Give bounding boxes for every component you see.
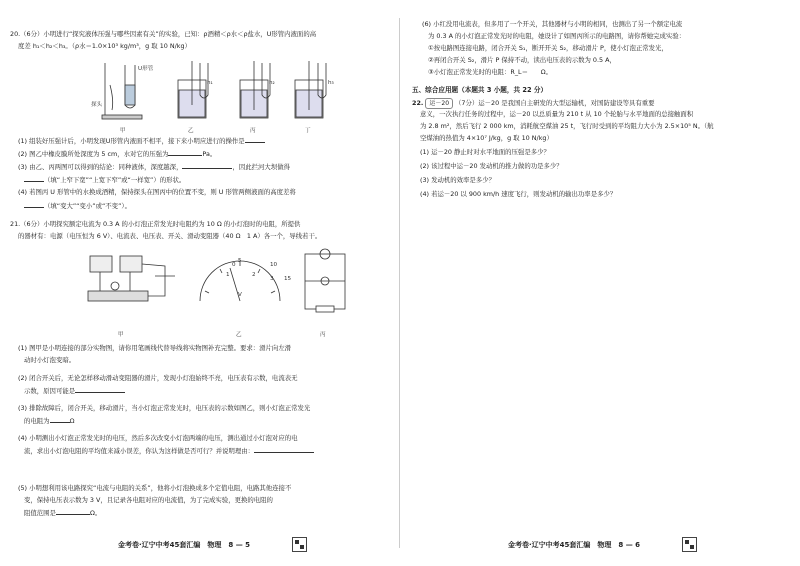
- q22-line-3: 为 2.8 m²，然后飞行 2 000 km，消耗航空煤油 25 t，飞行时受到的平均阻力大小为 2.5×10⁵ N。（航: [420, 122, 714, 130]
- q21-line-1: 21.（6分）小明探究额定电流为 0.3 A 的小灯泡正常发光时电阻约为 10 Ω 的小灯泡时的电阻，所提供: [10, 220, 301, 228]
- qr-code-icon-right: [682, 537, 697, 552]
- q21-part6-step-2: ②再闭合开关 S₂，滑片 P 保持不动，读出电压表的示数为 0.5 A，: [428, 56, 616, 64]
- right-page-number: 8 — 6: [618, 541, 641, 549]
- q21-part5: (5) 小明想利用该电路探究“电流与电阻的关系”，他将小灯泡换成多个定值电阻，电路其他连接不: [18, 484, 292, 492]
- meter-tick-5: 5: [238, 258, 242, 264]
- label-fig-b: 乙: [188, 128, 194, 134]
- q22-part1: (1) 运－20 静止时对水平地面的压强是多少？: [420, 148, 550, 156]
- q22-part3: (3) 发动机的效率是多少？: [420, 176, 495, 184]
- beaker-d: [295, 61, 326, 118]
- q21-part2: (2) 闭合开关后，无论怎样移动滑动变阻器的滑片，发现小灯泡始终不亮，电压表有示数，电流表无: [18, 374, 298, 382]
- q22-part2: (2) 该过程中运－20 发动机的推力做的功是多少？: [420, 162, 563, 170]
- meter-tick-10: 10: [270, 262, 278, 268]
- meter-unit-v: V: [238, 292, 242, 298]
- q21-line-2: 的器材有：电源（电压恒为 6 V）、电流表、电压表、开关、滑动变阻器（40 Ω 1 A）各一个，导线若干。: [18, 232, 322, 240]
- q22-line-1: 22. 运－20 （7分）运－20 是我国自主研发的大型运输机，对国防建设等具有重要: [412, 99, 655, 107]
- q21-part6-step-1: ①按电路图连接电路，闭合开关 S₁，断开开关 S₂，移动滑片 P，使小灯泡正常发光，: [428, 44, 668, 52]
- q21-part4: (4) 小明测出小灯泡正常发光时的电压，然后多次改变小灯泡两端的电压，测出通过小灯泡对应的电: [18, 434, 298, 442]
- q21-part4-cont: 流，求出小灯泡电阻的平均值来减小误差，你认为这样做是否可行？并说明理由：: [24, 446, 314, 456]
- q20-figure: [100, 55, 340, 125]
- q22-part4: (4) 若运－20 以 900 km/h 速度飞行，则发动机的输出功率是多少？: [420, 190, 617, 198]
- label-h3: h₃: [328, 80, 334, 86]
- label-fig-c: 丙: [250, 128, 256, 134]
- label-u-tube: U形管: [138, 66, 154, 72]
- label-h1: h₁: [207, 80, 213, 86]
- q20-part2: (2) 图乙中橡皮膜所处深度为 5 cm，水对它的压强为 Pa。: [18, 150, 217, 158]
- q20-part4: (4) 若图丙 U 形管中的水换成酒精，保持探头在图丙中的位置不变，则 U 形管两侧液面的高度差将: [18, 188, 296, 196]
- label-fig-d: 丁: [305, 128, 311, 134]
- left-footer: 金考卷·辽宁中考45套汇编 物理 8 — 5: [118, 541, 251, 549]
- schematic-c: [305, 249, 345, 312]
- meter-num-2: 2: [252, 272, 256, 278]
- q20-part3-cont: （填“上窄下宽”“上宽下窄”或“一样宽”）的形状。: [24, 175, 185, 185]
- q21-figure: [80, 246, 360, 326]
- q22-line-4: 空煤油的热值为 4×10⁷ J/kg，g 取 10 N/kg）: [420, 134, 553, 142]
- q20-part3: (3) 由乙、丙两图可以得到的结论：同种液体，深度越深， ，因此拦河大坝做得: [18, 163, 290, 171]
- right-page: [400, 0, 800, 566]
- q20-part1: (1) 组装好压强计后，小明发现U形管内液面不相平，接下来小明应进行的操作是: [18, 136, 265, 146]
- q20-part4-cont: （填“变大”“变小”或“不变”）。: [24, 201, 131, 211]
- q21-part5-cont: 变，保持电压表示数为 3 V，且记录各电阻对应的电流值，为了完成实验，更换的电阻的: [24, 496, 273, 504]
- label-fig21-c: 丙: [320, 332, 326, 338]
- q21-part1-cont: 动时小灯泡变暗。: [24, 356, 76, 364]
- label-fig21-b: 乙: [236, 332, 242, 338]
- label-h2: h₂: [269, 80, 275, 86]
- right-footer: 金考卷·辽宁中考45套汇编 物理 8 — 6: [508, 541, 641, 549]
- qr-code-icon: [292, 537, 307, 552]
- section-5-heading: 五、综合应用题（本题共 3 小题，共 22 分）: [412, 86, 548, 94]
- q21-part5-cont2: 阻值范围是 Ω。: [24, 509, 102, 517]
- meter-tick-15: 15: [284, 276, 292, 282]
- q21-part1: (1) 图甲是小明连接的部分实物图，请你用笔画线代替导线将实物图补充完整。要求：滑片向左滑: [18, 344, 292, 352]
- u-tube-apparatus: [102, 63, 142, 119]
- circuit-kit: [88, 256, 175, 301]
- q20-line-2: 度差 h₁＜h₂＜h₃。（ρ水＝1.0×10³ kg/m³，g 取 10 N/kg）: [18, 42, 191, 50]
- q21-part6-step-3: ③小灯泡正常发光时的电阻：R_L＝ Ω。: [428, 68, 553, 76]
- q22-tag: 运－20: [425, 98, 453, 109]
- q21-part2-cont: 示数，原因可能是: [24, 386, 125, 396]
- q20-line-1: 20.（6分）小明进行“探究液体压强与哪些因素有关”的实验，已知：ρ酒精＜ρ水＜ρ盐水，U形管内液面的高: [10, 30, 317, 38]
- beaker-c: [240, 61, 270, 118]
- beaker-b: [178, 61, 208, 118]
- label-fig-a: 甲: [120, 128, 126, 134]
- q21-part3: (3) 排除故障后，闭合开关，移动滑片，当小灯泡正常发光时，电压表的示数如图乙，则小灯泡正常发光: [18, 404, 311, 412]
- meter-num-1: 1: [226, 272, 230, 278]
- left-page-number: 8 — 5: [228, 541, 251, 549]
- q21-part3-cont: 的电阻为 Ω: [24, 417, 75, 425]
- label-fig21-a: 甲: [118, 332, 124, 338]
- meter-tick-0: 0: [232, 262, 236, 268]
- meter-num-3: 3: [270, 276, 274, 282]
- label-probe: 探头: [91, 102, 103, 108]
- q21-part6-line-1: (6) 小红没用电流表，但多用了一个开关，其他器材与小明的相同，也测出了另一个额定电流: [422, 20, 683, 28]
- q21-part6-line-2: 为 0.3 A 的小灯泡正常发光时的电阻，她设计了如图丙所示的电路图，请你帮她完成实验：: [428, 32, 686, 40]
- q22-line-2: 意义，一次执行任务的过程中，运－20 以总质量为 210 t 从 10 个轮胎与水平地面的总接触面积: [420, 110, 694, 118]
